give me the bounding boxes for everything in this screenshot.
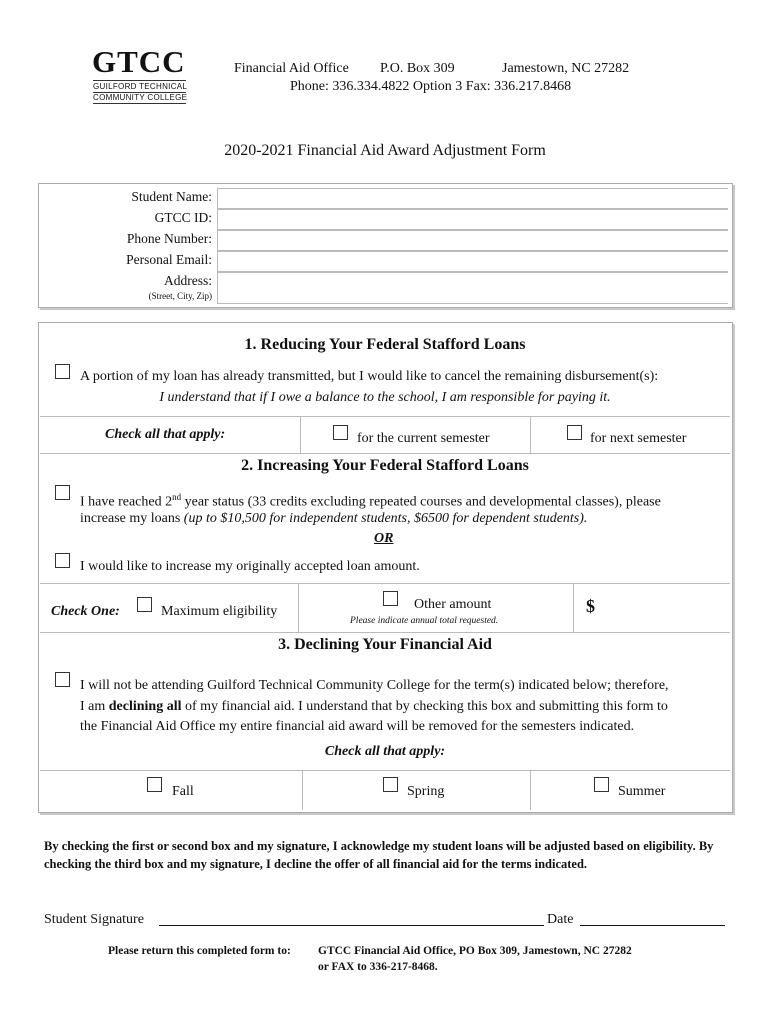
max-eligibility-checkbox[interactable] xyxy=(137,597,152,612)
divider xyxy=(298,583,299,632)
address-hint: (Street, City, Zip) xyxy=(148,291,212,301)
section3-heading: 3. Declining Your Financial Aid xyxy=(278,636,492,653)
spring-checkbox[interactable] xyxy=(383,777,398,792)
footer-address: GTCC Financial Aid Office, PO Box 309, Jamestown, NC 27282 xyxy=(318,945,632,957)
summer-label: Summer xyxy=(618,784,666,799)
logo-line1: GUILFORD TECHNICAL xyxy=(93,82,188,91)
signature-line[interactable] xyxy=(159,925,544,926)
acknowledgement-text: By checking the first or second box and my signature, I acknowledge my student loans will be adjusted based on eligibility. By checking the third box and my signature, I decline the offer of all financial aid for the terms indicated. xyxy=(44,839,714,871)
divider xyxy=(40,770,730,771)
or-label: OR xyxy=(374,531,394,546)
phone-label: Phone Number: xyxy=(126,231,212,246)
increase-2nd-year-text-2 xyxy=(80,508,587,529)
reduce-loan-note: I understand that if I owe a balance to the school, I am responsible for paying it. xyxy=(159,390,611,405)
email-label: Personal Email: xyxy=(126,252,212,267)
check-one-label: Check One: xyxy=(51,604,120,619)
divider xyxy=(302,770,303,810)
opt1-text-a: I have reached 2 xyxy=(80,494,173,510)
dollar-sign: $ xyxy=(586,596,595,616)
opt1-limits: (up to $10,500 for independent students, $6500 for dependent students). xyxy=(183,511,588,526)
header-pobox: P.O. Box 309 xyxy=(380,61,455,76)
decline-text-2c: of my financial aid. I understand that by checking this box and submitting this form to xyxy=(181,699,668,714)
address-label: Address: xyxy=(164,273,212,288)
decline-text-2 xyxy=(80,696,668,717)
phone-field[interactable] xyxy=(217,230,728,251)
section1-heading: 1. Reducing Your Federal Stafford Loans xyxy=(244,336,526,353)
divider xyxy=(40,453,730,454)
decline-aid-checkbox[interactable] xyxy=(55,672,70,687)
next-semester-label: for next semester xyxy=(590,431,687,446)
email-field[interactable] xyxy=(217,251,728,272)
student-name-field[interactable] xyxy=(217,188,728,209)
opt1-sup: nd xyxy=(172,492,182,502)
increase-original-text: I would like to increase my originally accepted loan amount. xyxy=(80,559,420,574)
increase-2nd-year-checkbox[interactable] xyxy=(55,485,70,500)
logo-rule xyxy=(93,80,186,81)
logo-rule-3 xyxy=(93,103,186,104)
header-city: Jamestown, NC 27282 xyxy=(502,61,630,76)
footer-fax: or FAX to 336-217-8468. xyxy=(318,961,438,973)
address-field[interactable] xyxy=(217,272,728,304)
header-phone: Phone: 336.334.4822 Option 3 Fax: 336.217.8468 xyxy=(290,79,572,94)
gtcc-id-label: GTCC ID: xyxy=(154,210,212,225)
date-label: Date xyxy=(547,912,574,927)
s1-check-all-label: Check all that apply: xyxy=(105,427,226,442)
page-title: 2020-2021 Financial Aid Award Adjustment Form xyxy=(224,142,546,159)
fall-checkbox[interactable] xyxy=(147,777,162,792)
decline-text-2a: I am xyxy=(80,699,109,714)
opt1-text-c: increase my loans xyxy=(80,511,184,526)
student-signature-label: Student Signature xyxy=(44,912,144,927)
divider xyxy=(530,416,531,453)
section2-heading: 2. Increasing Your Federal Stafford Loans xyxy=(241,457,529,474)
divider xyxy=(40,416,730,417)
divider xyxy=(573,583,574,632)
summer-checkbox[interactable] xyxy=(594,777,609,792)
other-amount-input[interactable] xyxy=(605,593,725,623)
decline-text-1: I will not be attending Guilford Technical Community College for the term(s) indicated below; therefore, xyxy=(80,678,669,693)
other-amount-checkbox[interactable] xyxy=(383,591,398,606)
max-eligibility-label: Maximum eligibility xyxy=(161,604,278,619)
s3-check-all-label: Check all that apply: xyxy=(324,744,446,759)
increase-original-checkbox[interactable] xyxy=(55,553,70,568)
declining-all: declining all xyxy=(108,699,182,714)
divider xyxy=(300,416,301,453)
next-semester-checkbox[interactable] xyxy=(567,425,582,440)
logo-line2: COMMUNITY COLLEGE xyxy=(93,93,188,102)
spring-label: Spring xyxy=(407,784,445,799)
date-line[interactable] xyxy=(580,925,725,926)
student-name-label: Student Name: xyxy=(131,189,212,204)
gtcc-id-field[interactable] xyxy=(217,209,728,230)
current-semester-checkbox[interactable] xyxy=(333,425,348,440)
divider xyxy=(40,632,730,633)
current-semester-label: for the current semester xyxy=(357,431,490,446)
footer-prefix: Please return this completed form to: xyxy=(108,945,291,957)
reduce-loan-text: A portion of my loan has already transmitted, but I would like to cancel the remaining disbursement(s): xyxy=(80,369,659,384)
other-amount-note: Please indicate annual total requested. xyxy=(350,616,499,626)
logo-gtcc: GTCC xyxy=(92,44,186,79)
opt1-text-b: year status (33 credits excluding repeated courses and developmental classes), please xyxy=(181,494,661,510)
other-amount-label: Other amount xyxy=(414,597,492,612)
fall-label: Fall xyxy=(172,784,194,799)
divider xyxy=(530,770,531,810)
header-office: Financial Aid Office xyxy=(234,61,349,76)
decline-text-3: the Financial Aid Office my entire financial aid award will be removed for the semesters indicated. xyxy=(80,719,635,734)
reduce-loan-checkbox[interactable] xyxy=(55,364,70,379)
divider xyxy=(40,583,730,584)
